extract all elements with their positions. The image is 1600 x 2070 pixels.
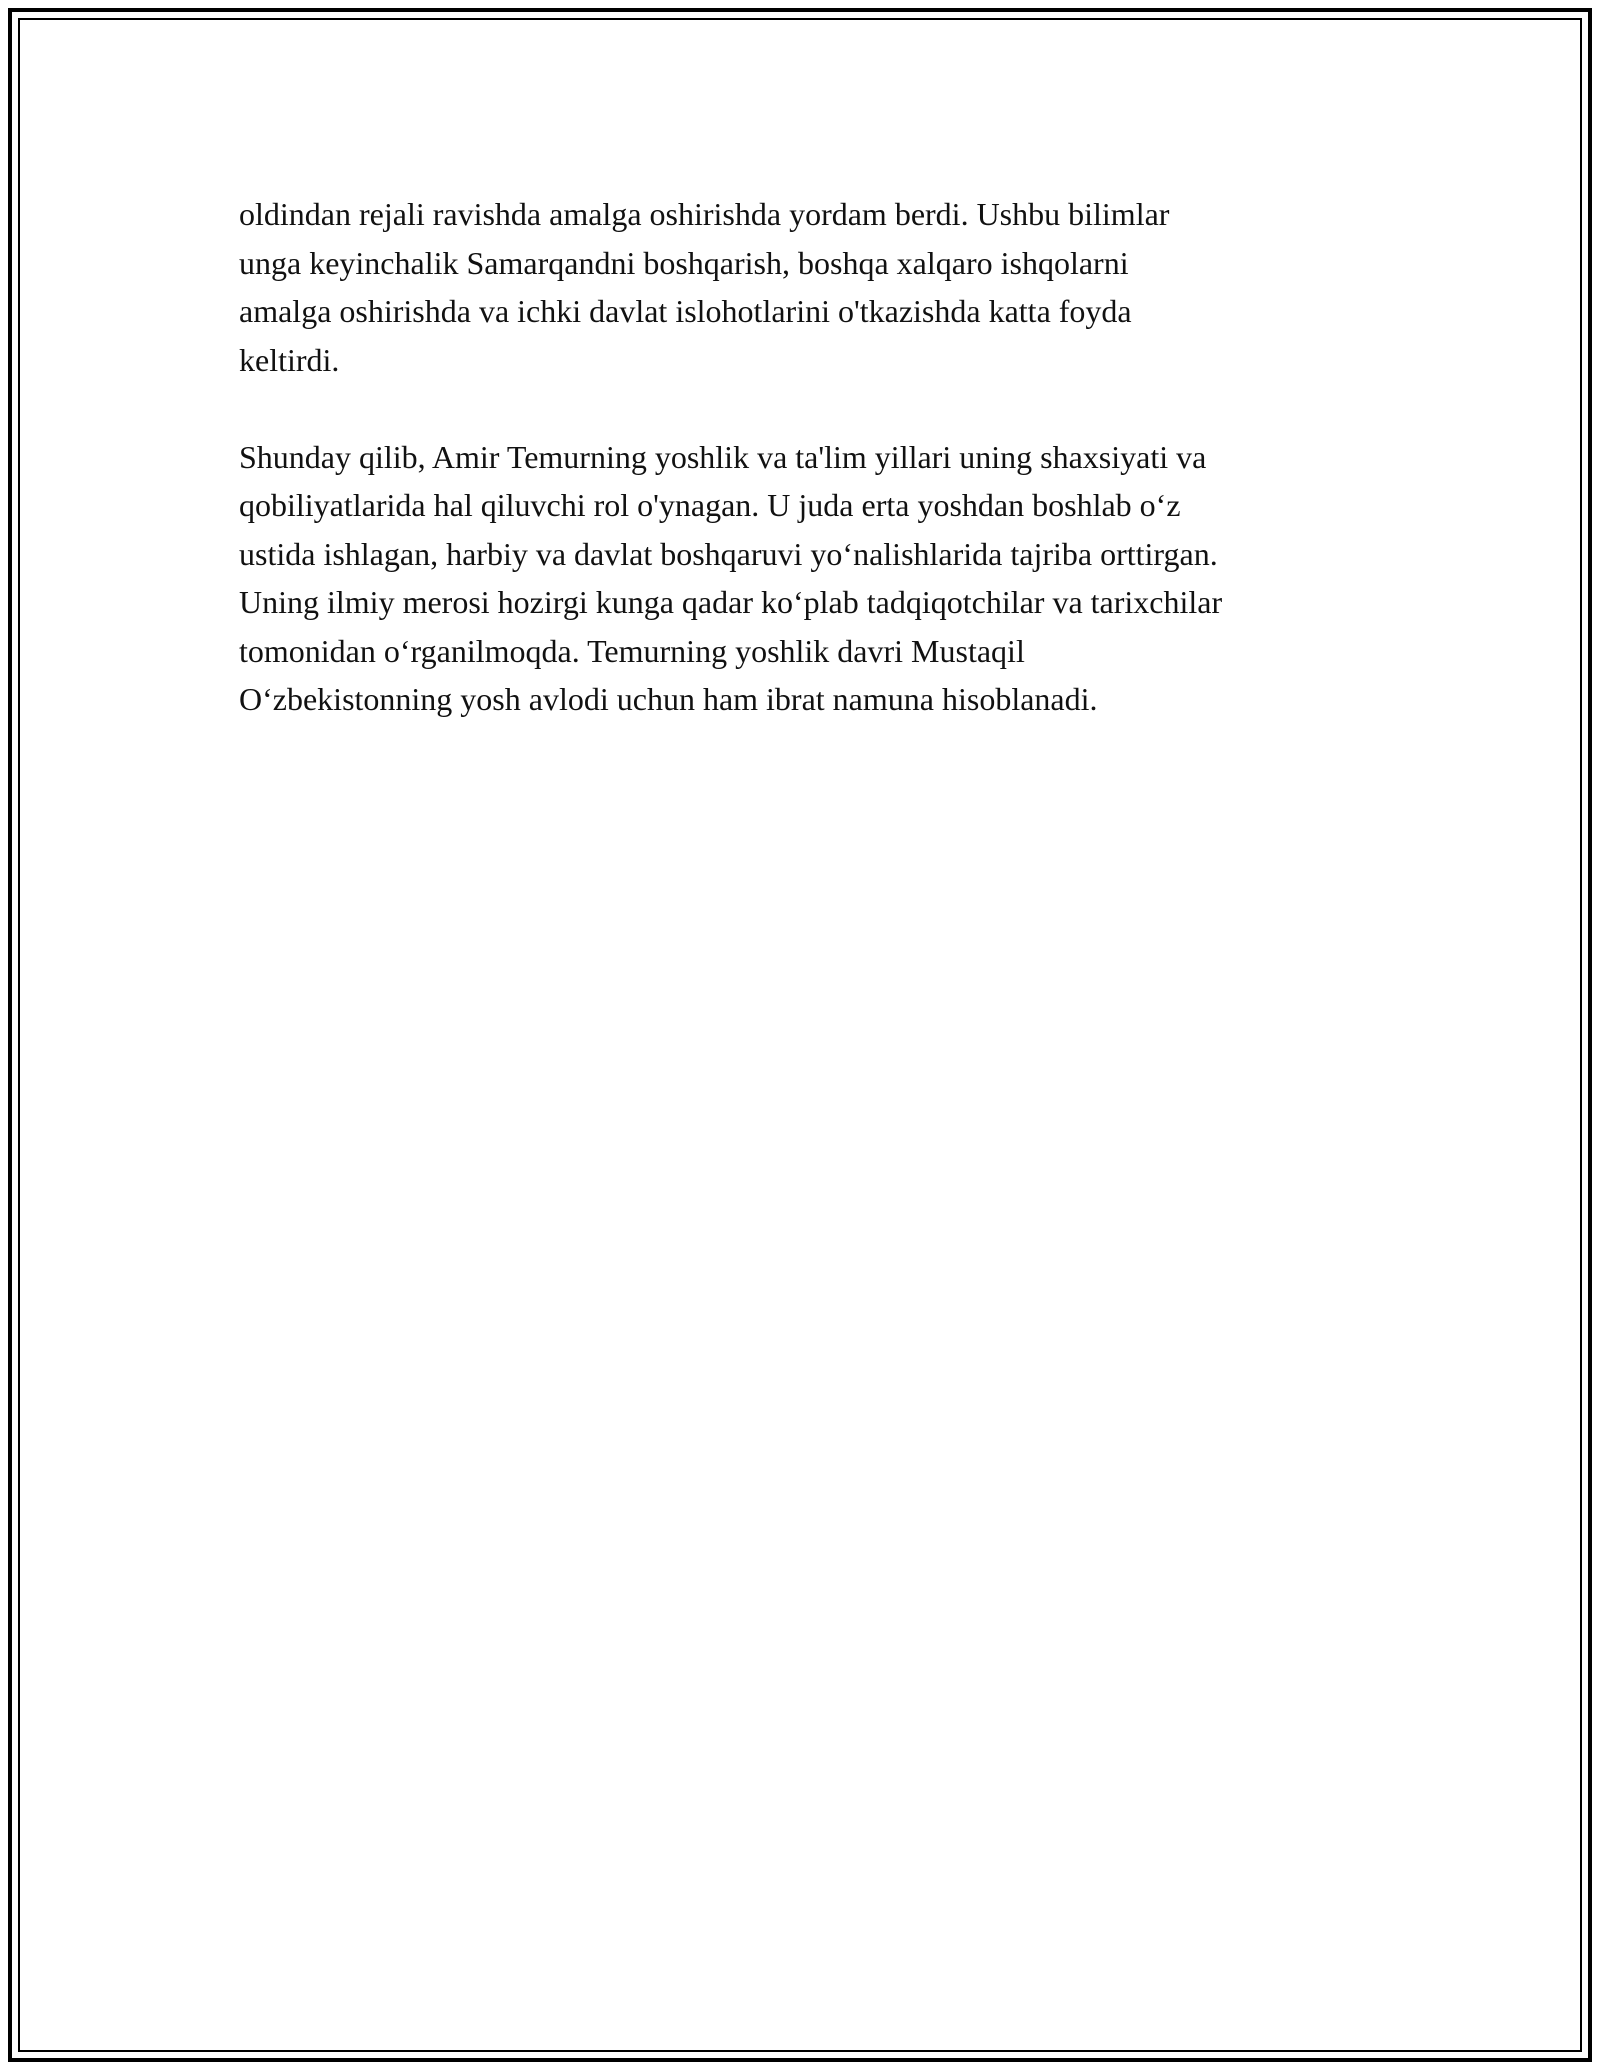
text-line: O‘zbekistonning yosh avlodi uchun ham ibrat namuna hisoblanadi. (239, 681, 1098, 717)
text-line: ustida ishlagan, harbiy va davlat boshqaruvi yo‘nalishlarida tajriba orttirgan. (239, 535, 1218, 572)
document-body (239, 190, 1379, 772)
paragraph (239, 433, 1379, 724)
document-page (8, 8, 1592, 2062)
text-line: amalga oshirishda va ichki davlat islohotlarini o'tkazishda katta foyda (239, 293, 1132, 329)
text-line: qobiliyatlarida hal qiluvchi rol o'ynagan. U juda erta yoshdan boshlab o‘z (239, 487, 1181, 523)
text-line: Shunday qilib, Amir Temurning yoshlik va ta'lim yillari uning shaxsiyati va (239, 438, 1207, 475)
text-line: unga keyinchalik Samarqandni boshqarish, boshqa xalqaro ishqolarni (239, 244, 1129, 281)
text-line: tomonidan o‘rganilmoqda. Temurning yoshlik davri Mustaqil (239, 632, 1025, 669)
paragraph (239, 190, 1379, 384)
text-line: oldindan rejali ravishda amalga oshirishda yordam berdi. Ushbu bilimlar (239, 196, 1170, 232)
text-line: Uning ilmiy merosi hozirgi kunga qadar ko‘plab tadqiqotchilar va tarixchilar (239, 584, 1223, 620)
text-line: keltirdi. (239, 341, 340, 378)
